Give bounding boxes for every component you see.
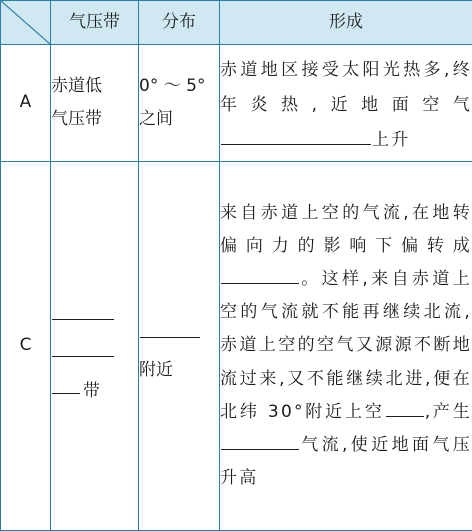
- header-formation: 形成: [220, 1, 472, 45]
- corner-cell: [1, 1, 51, 45]
- zone-name-c: [51, 162, 139, 531]
- distribution-a-line1: 0° ～ 5°: [139, 70, 219, 103]
- distribution-a: [139, 45, 220, 162]
- formation-c-part2: 。这样,来自赤道上空的气流就不能再继续北流,赤道上空的空气又源源不断地流过来,又不能继续北进,便在北纬 30°附近上空: [220, 269, 472, 422]
- header-zone: 气压带: [51, 1, 139, 45]
- blank-zone-name-2[interactable]: [52, 336, 114, 357]
- zone-name-a-line2: 气压带: [51, 103, 138, 136]
- blank-deflected-wind[interactable]: [221, 263, 299, 284]
- formation-c-part4: 气流,使近地面气压升高: [220, 435, 472, 488]
- zone-name-a-line1: 赤道低: [51, 70, 138, 103]
- diagonal-divider: [1, 1, 50, 44]
- zone-c-suffix: 带: [83, 383, 100, 400]
- distribution-a-line2: 之间: [139, 103, 219, 136]
- distribution-c: [139, 162, 220, 531]
- blank-convergence[interactable]: [386, 396, 424, 417]
- blank-airflow-type[interactable]: [221, 429, 299, 450]
- row-label-a: A: [1, 45, 51, 162]
- row-label-c: C: [1, 162, 51, 531]
- blank-distribution[interactable]: [140, 317, 200, 338]
- formation-c: [220, 162, 472, 531]
- formation-a-tail: 上升: [372, 130, 410, 150]
- header-distribution: 分布: [139, 1, 220, 45]
- dist-c-line2: [139, 346, 219, 383]
- blank-rise-condition[interactable]: [221, 124, 371, 145]
- table-header-row: [1, 1, 472, 45]
- formation-c-part3: ,产生: [425, 402, 472, 422]
- formation-a: [220, 45, 472, 162]
- table-row-c: [1, 162, 472, 531]
- zone-c-line2: [51, 328, 138, 365]
- table-row-a: [1, 45, 472, 162]
- formation-c-part1: 来自赤道上空的气流,在地转偏向力的影响下偏转成: [220, 203, 472, 256]
- distribution-c-text: 附近: [139, 362, 173, 379]
- zone-name-a: [51, 45, 139, 162]
- zone-c-line1: [51, 291, 138, 328]
- blank-zone-name-1[interactable]: [52, 299, 114, 320]
- blank-zone-name-3[interactable]: [52, 373, 80, 394]
- zone-c-line3: [51, 365, 138, 402]
- dist-c-line1: [139, 309, 219, 346]
- formation-a-text: 赤道地区接受太阳光热多,终年炎热,近地面空气: [220, 60, 472, 115]
